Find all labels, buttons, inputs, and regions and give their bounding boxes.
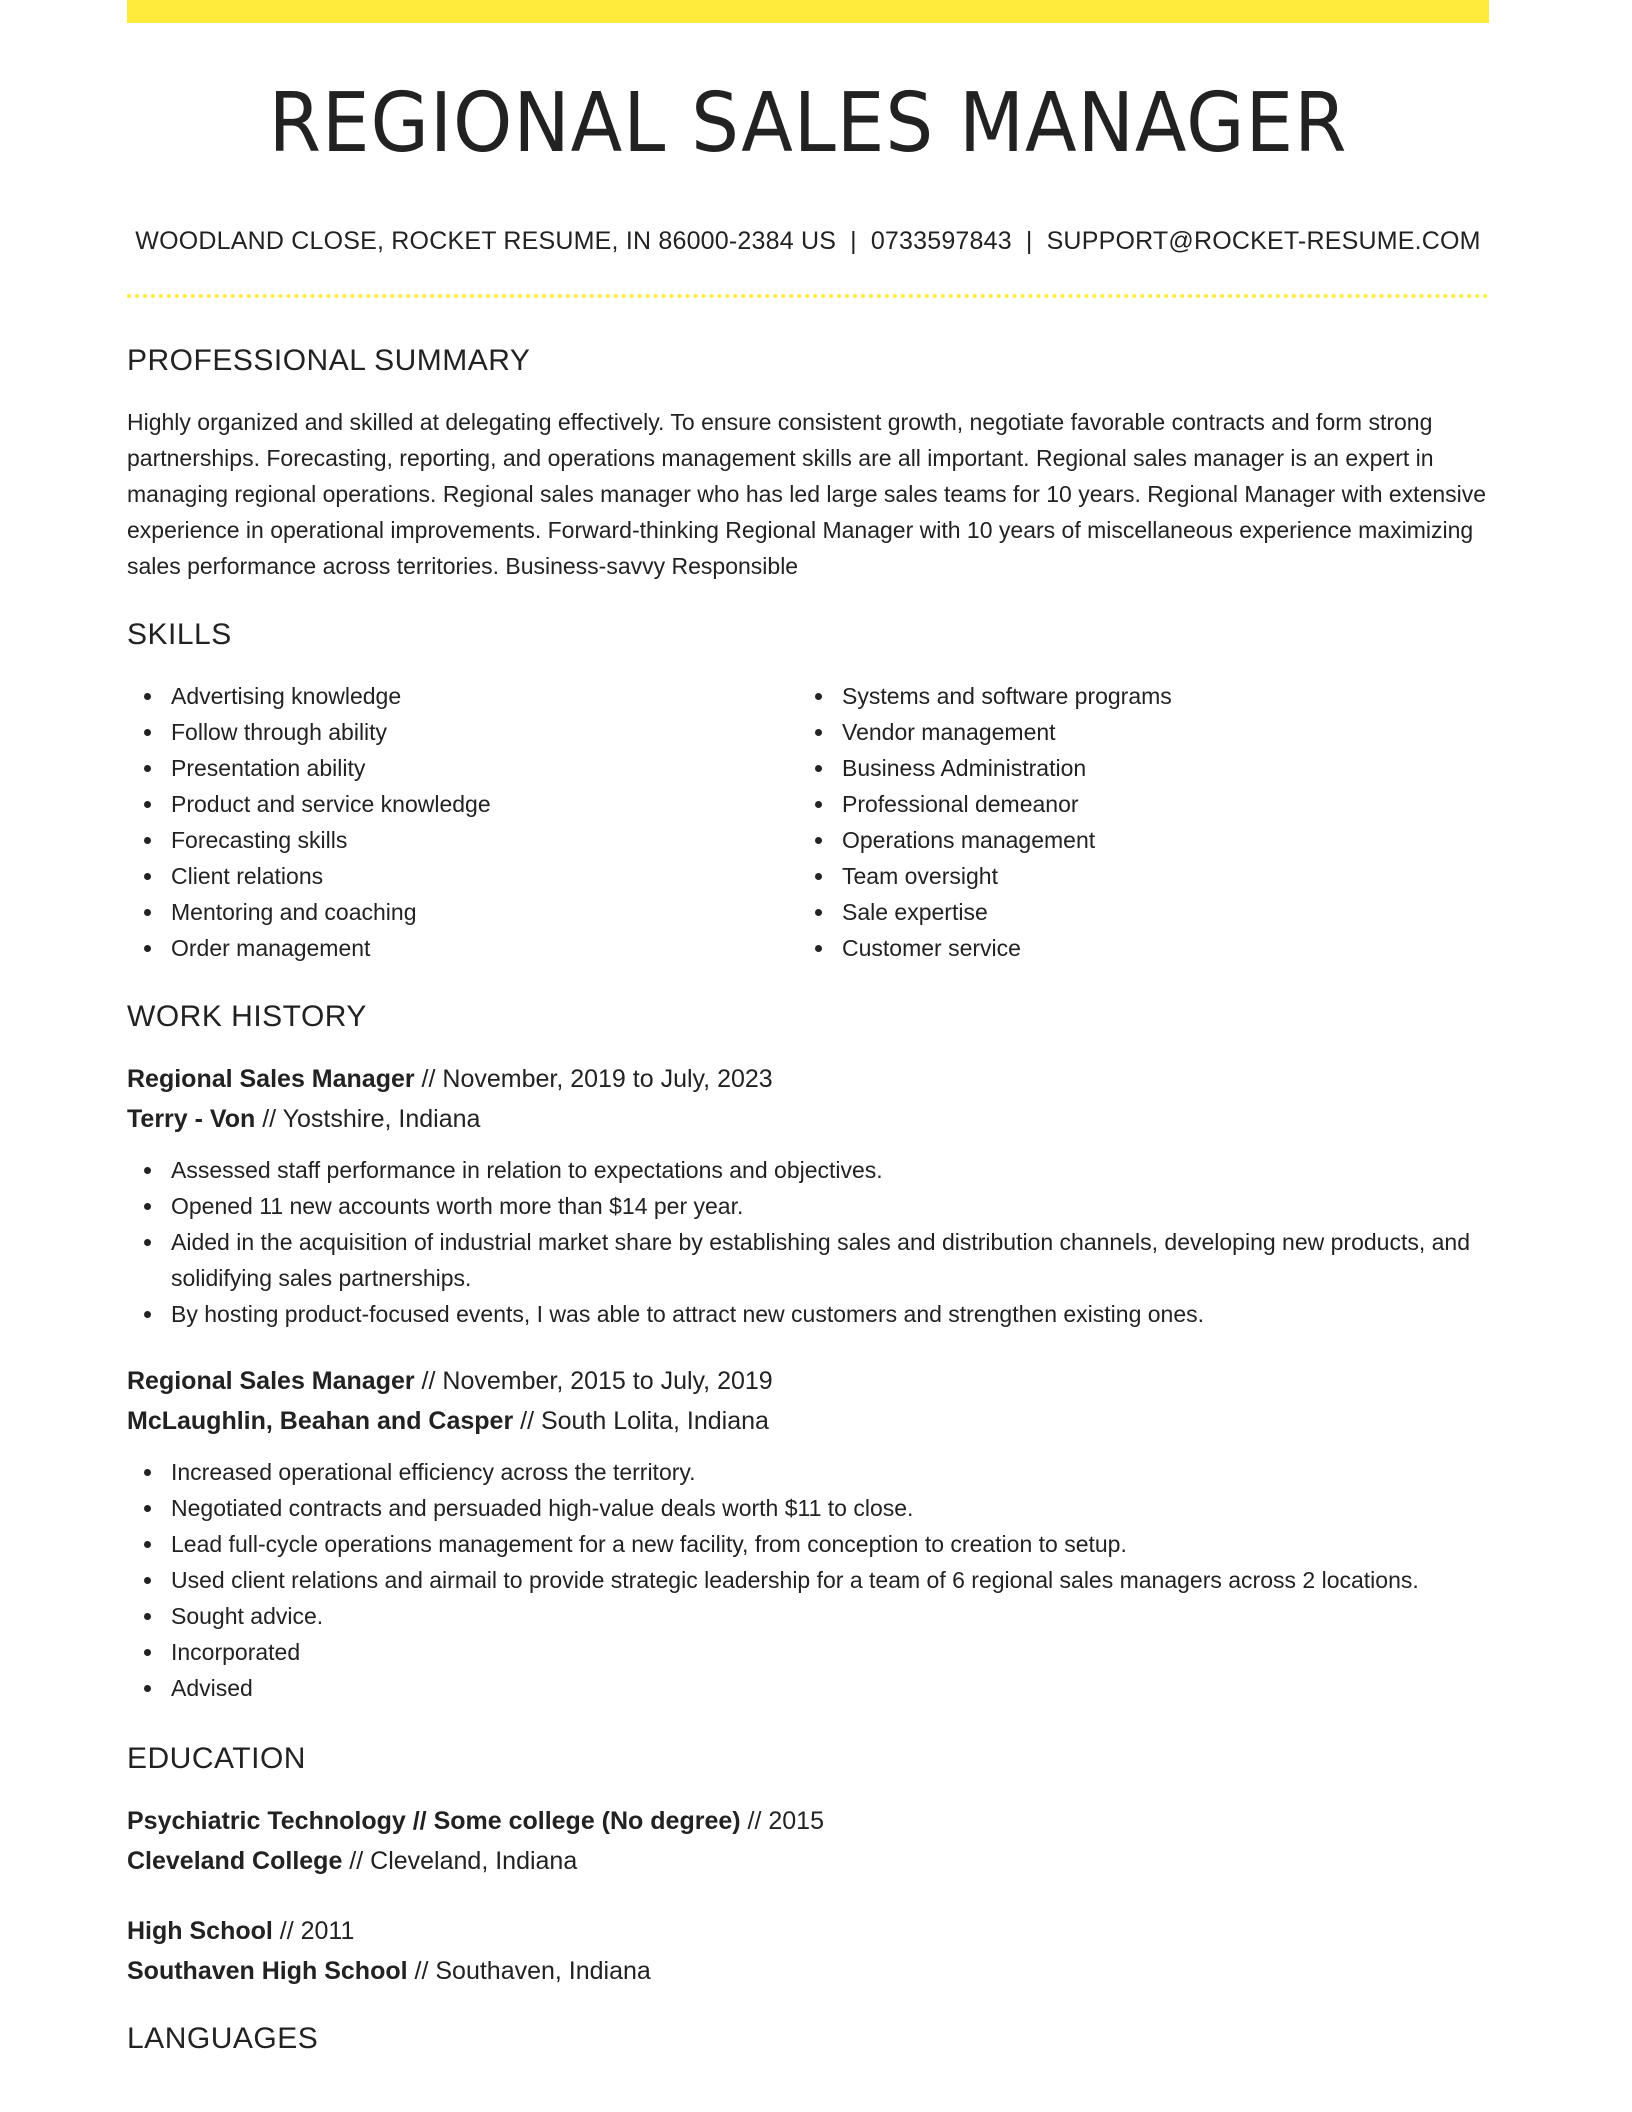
job-bullet: Aided in the acquisition of industrial market share by establishing sales and distribution channels, developing new products, and solidifying sales partnerships. [127,1224,1489,1296]
skill-item: Business Administration [798,750,1469,786]
skills-column-left [127,678,798,966]
education-entry [127,1802,1489,1880]
job-role: Regional Sales Manager [127,1367,415,1395]
skill-item: Team oversight [798,858,1469,894]
dotted-divider [127,294,1489,298]
job-bullet: Opened 11 new accounts worth more than $14 per year. [127,1188,1489,1224]
education-degree-line [127,1912,1489,1950]
education-school-line [127,1842,1489,1880]
skill-item: Follow through ability [127,714,798,750]
education-degree-line [127,1802,1489,1840]
education-degree: Psychiatric Technology // Some college (No degree) [127,1807,741,1835]
education-heading: EDUCATION [127,1742,306,1775]
job-company-line [127,1100,1489,1138]
contact-email: SUPPORT@ROCKET-RESUME.COM [1046,227,1481,255]
education-school-line [127,1952,1489,1990]
job-location: // South Lolita, Indiana [513,1407,769,1435]
contact-line [127,227,1489,256]
education-year: // 2011 [272,1917,355,1945]
contact-separator: | [1025,227,1033,255]
skill-item: Presentation ability [127,750,798,786]
top-accent-bar [127,0,1489,23]
education-location: // Southaven, Indiana [407,1957,651,1985]
job-bullet: Incorporated [127,1634,1489,1670]
job-bullet: Sought advice. [127,1598,1489,1634]
job-location: // Yostshire, Indiana [255,1105,481,1133]
job-bullets [127,1152,1489,1332]
summary-text: Highly organized and skilled at delegating effectively. To ensure consistent growth, negotiate favorable contracts and form strong partnerships. Forecasting, reporting, and operations management skills are all important. Regional sales manager is an expert in managing regional operations. Regional sales manager who has led large sales teams for 10 years. Regional Manager with extensive experience in operational improvements. Forward-thinking Regional Manager with 10 years of miscellaneous experience maximizing sales performance across territories. Business-savvy Responsible [127,409,1487,579]
job-bullet: Used client relations and airmail to provide strategic leadership for a team of 6 regional sales managers across 2 locations. [127,1562,1489,1598]
education-entry [127,1912,1489,1990]
work-history-heading: WORK HISTORY [127,1000,367,1033]
skill-item: Customer service [798,930,1469,966]
skill-item: Forecasting skills [127,822,798,858]
skills-heading: SKILLS [127,618,232,651]
job-entry [127,1362,1489,1706]
job-bullet: Assessed staff performance in relation to expectations and objectives. [127,1152,1489,1188]
education-location: // Cleveland, Indiana [342,1847,578,1875]
job-bullet: By hosting product-focused events, I was able to attract new customers and strengthen existing ones. [127,1296,1489,1332]
job-company: McLaughlin, Beahan and Casper [127,1407,514,1435]
job-bullets [127,1454,1489,1706]
education-school: Southaven High School [127,1957,408,1985]
skill-item: Vendor management [798,714,1469,750]
skills-list [127,678,1489,966]
skill-item: Advertising knowledge [127,678,798,714]
skill-item: Order management [127,930,798,966]
job-title-line [127,1362,1489,1400]
summary-heading: PROFESSIONAL SUMMARY [127,344,531,377]
job-bullet: Negotiated contracts and persuaded high-value deals worth $11 to close. [127,1490,1489,1526]
skill-item: Systems and software programs [798,678,1469,714]
job-role: Regional Sales Manager [127,1065,415,1093]
skill-item: Product and service knowledge [127,786,798,822]
job-bullet: Advised [127,1670,1489,1706]
skill-item: Operations management [798,822,1469,858]
skill-item: Mentoring and coaching [127,894,798,930]
contact-address: WOODLAND CLOSE, ROCKET RESUME, IN 86000-2384 US [135,227,837,255]
skill-item: Professional demeanor [798,786,1469,822]
job-company: Terry - Von [127,1105,256,1133]
languages-heading: LANGUAGES [127,2022,319,2055]
job-dates: // November, 2015 to July, 2019 [414,1367,773,1395]
job-company-line [127,1402,1489,1440]
contact-separator: | [850,227,857,255]
job-bullet: Lead full-cycle operations management for a new facility, from conception to creation to setup. [127,1526,1489,1562]
skills-column-right [798,678,1469,966]
job-bullet: Increased operational efficiency across the territory. [127,1454,1489,1490]
job-entry [127,1060,1489,1332]
resume-page [127,0,1489,2056]
contact-phone: 0733597843 [870,227,1012,255]
job-title-line [127,1060,1489,1098]
education-school: Cleveland College [127,1847,343,1875]
skill-item: Sale expertise [798,894,1469,930]
skill-item: Client relations [127,858,798,894]
education-degree: High School [127,1917,273,1945]
resume-title: REGIONAL SALES MANAGER [268,76,1348,171]
job-dates: // November, 2019 to July, 2023 [414,1065,773,1093]
education-year: // 2015 [740,1807,824,1835]
